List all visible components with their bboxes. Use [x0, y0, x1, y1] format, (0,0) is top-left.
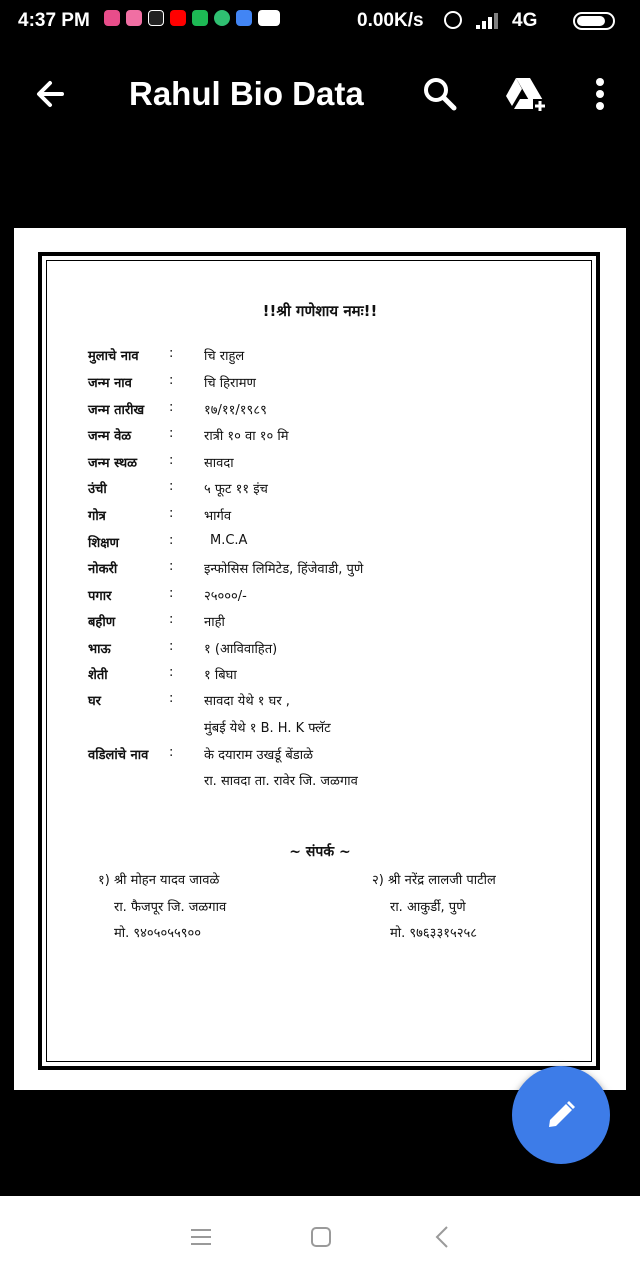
search-icon	[418, 72, 462, 116]
field-colon: :	[169, 506, 174, 521]
recents-icon	[186, 1222, 216, 1252]
field-value-continued: मुंबई येथे १ B. H. K फ्लॅट	[204, 721, 331, 736]
field-value: २५०००/-	[204, 589, 247, 604]
field-value: १ (आविवाहित)	[204, 642, 278, 657]
back-button[interactable]	[28, 72, 72, 116]
edit-button[interactable]	[512, 1066, 610, 1164]
field-value: १७/११/१९८९	[204, 403, 267, 418]
battery-icon	[573, 12, 615, 30]
field-colon: :	[169, 586, 174, 601]
contact-address: रा. फैजपूर जि. जळगाव	[114, 900, 227, 915]
field-value: १ बिघा	[204, 668, 237, 683]
status-time: 4:37 PM	[18, 10, 90, 31]
app-bar	[0, 44, 640, 144]
field-label: वडिलांचे नाव	[88, 748, 149, 763]
field-value: चि राहुल	[204, 349, 245, 364]
document-title: Rahul Bio Data	[129, 75, 364, 112]
field-label: नोकरी	[88, 562, 118, 577]
field-colon: :	[169, 612, 174, 627]
field-label: पगार	[88, 589, 112, 604]
field-value: रात्री १० वा १० मि	[204, 429, 289, 444]
field-value: सावदा येथे १ घर ,	[204, 694, 290, 709]
paytm-icon	[258, 10, 280, 26]
play-icon	[214, 10, 230, 26]
field-label: गोत्र	[88, 509, 106, 524]
field-label: जन्म स्थळ	[88, 456, 138, 471]
recents-button[interactable]	[186, 1222, 216, 1252]
contact-phone: मो. ९७६३३१५२५८	[390, 926, 478, 941]
field-colon: :	[169, 426, 174, 441]
arrow-back-icon	[28, 72, 72, 116]
signal-icon	[476, 13, 502, 29]
drive-add-icon	[500, 72, 550, 116]
field-value: इन्फोसिस लिमिटेड, हिंजेवाडी, पुणे	[204, 562, 364, 577]
field-value: सावदा	[204, 456, 234, 471]
likee-icon	[104, 10, 120, 26]
field-label: बहीण	[88, 615, 116, 630]
field-colon: :	[169, 373, 174, 388]
field-colon: :	[169, 453, 174, 468]
edit-pencil-icon	[545, 1099, 577, 1131]
field-value-continued: रा. सावदा ता. रावेर जि. जळगाव	[204, 774, 358, 789]
status-bar	[0, 0, 640, 44]
contact-address: रा. आकुर्डी, पुणे	[390, 900, 466, 915]
field-colon: :	[169, 691, 174, 706]
field-colon: :	[169, 639, 174, 654]
search-button[interactable]	[418, 72, 462, 116]
video-app-icon	[192, 10, 208, 26]
maps-icon	[236, 10, 252, 26]
network-speed: 0.00K/s	[357, 10, 424, 31]
field-label: घर	[88, 694, 102, 709]
likee-icon	[126, 10, 142, 26]
tiktok-icon	[148, 10, 164, 26]
field-colon: :	[169, 559, 174, 574]
document-page	[14, 228, 626, 1090]
nav-back-button[interactable]	[428, 1222, 458, 1252]
contact-phone: मो. ९४०५०५५९००	[114, 926, 202, 941]
field-colon: :	[169, 745, 174, 760]
field-label: भाऊ	[88, 642, 111, 657]
notification-icons	[104, 10, 280, 26]
contact-name: १) श्री मोहन यादव जावळे	[98, 873, 220, 888]
home-button[interactable]	[306, 1222, 336, 1252]
field-label: जन्म नाव	[88, 376, 132, 391]
more-options-button[interactable]	[580, 72, 620, 116]
network-type: 4G	[512, 10, 538, 31]
home-icon	[306, 1222, 336, 1252]
field-value: नाही	[204, 615, 225, 630]
field-label: जन्म वेळ	[88, 429, 132, 444]
alarm-icon	[444, 11, 462, 29]
field-value: भार्गव	[204, 509, 232, 524]
field-value: चि हिरामण	[204, 376, 256, 391]
field-colon: :	[169, 479, 174, 494]
field-colon: :	[169, 533, 174, 548]
field-colon: :	[169, 346, 174, 361]
contact-name: २) श्री नरेंद्र लालजी पाटील	[372, 873, 496, 888]
field-label: उंची	[88, 482, 107, 497]
contact-heading: ~ संपर्क ~	[289, 844, 351, 860]
field-label: जन्म तारीख	[88, 403, 145, 418]
field-label: शिक्षण	[88, 536, 119, 551]
field-label: शेती	[88, 668, 108, 683]
field-colon: :	[169, 400, 174, 415]
youtube-icon	[170, 10, 186, 26]
nav-back-icon	[428, 1222, 458, 1252]
system-nav-bar	[0, 1196, 640, 1280]
field-value: ५ फूट ११ इंच	[204, 482, 268, 497]
field-colon: :	[169, 665, 174, 680]
invocation-heading: !!श्री गणेशाय नमः!!	[262, 302, 378, 320]
field-label: मुलाचे नाव	[88, 349, 139, 364]
more-vert-icon	[580, 72, 620, 116]
field-value: के दयाराम उखर्डू बेंडाळे	[204, 748, 313, 763]
field-value: M.C.A	[210, 533, 248, 548]
add-to-drive-button[interactable]	[500, 72, 550, 116]
